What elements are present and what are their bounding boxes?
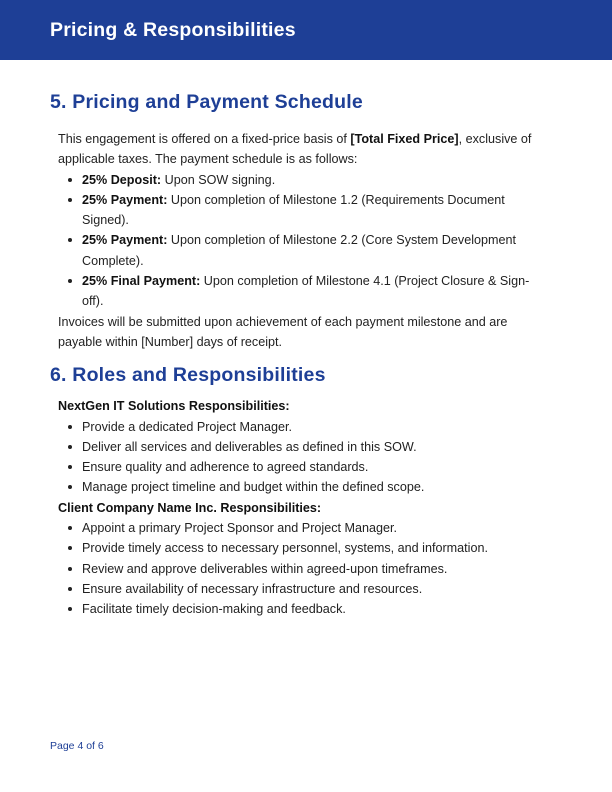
pricing-section (50, 89, 550, 352)
vendor-responsibilities-list (58, 417, 550, 498)
client-heading-text: Client Company Name Inc. Responsibilities: (58, 500, 322, 515)
roles-heading: 6. Roles and Responsibilities (50, 364, 326, 387)
vendor-heading-text: NextGen IT Solutions Responsibilities: (58, 399, 290, 414)
payment-text: Upon SOW signing. (161, 172, 276, 187)
page-number: Page 4 of 6 (50, 740, 104, 752)
list-item: Provide timely access to necessary personnel, systems, and information. (82, 538, 550, 558)
payment-label: 25% Payment: (82, 233, 168, 248)
payment-text: Upon completion of Milestone 1.2 (Requirements Document Signed). (82, 192, 505, 228)
header-bar (0, 0, 612, 60)
list-item: Deliver all services and deliverables as defined in this SOW. (82, 437, 550, 457)
total-fixed-price: [Total Fixed Price] (350, 132, 459, 146)
pricing-body (58, 129, 550, 352)
payment-item (82, 190, 550, 231)
pricing-heading: 5. Pricing and Payment Schedule (50, 91, 363, 113)
pricing-intro-pre: This engagement is offered on a fixed-price basis of (58, 132, 351, 146)
list-item: Review and approve deliverables within agreed-upon timeframes. (82, 559, 550, 579)
payment-label: 25% Deposit: (82, 172, 162, 187)
payment-item (82, 170, 550, 190)
payment-schedule-list (58, 170, 550, 312)
payment-label: 25% Payment: (82, 192, 168, 207)
list-item: Ensure quality and adherence to agreed standards. (82, 457, 550, 477)
header-title: Pricing & Responsibilities (50, 19, 296, 41)
list-item: Ensure availability of necessary infrastructure and resources. (82, 579, 550, 599)
payment-item (82, 230, 550, 271)
payment-label: 25% Final Payment: (82, 274, 201, 289)
client-responsibilities-heading (58, 498, 550, 518)
payment-text: Upon completion of Milestone 4.1 (Project Closure & Sign-off). (82, 274, 530, 309)
payment-text: Upon completion of Milestone 2.2 (Core System Development Complete). (82, 233, 516, 268)
list-item: Manage project timeline and budget within the defined scope. (82, 477, 550, 497)
pricing-intro-post: , exclusive of applicable taxes. The payment schedule is as follows: (58, 132, 532, 167)
payment-item (82, 271, 550, 312)
invoice-terms: Invoices will be submitted upon achievement of each payment milestone and are payable within [Number] days of receipt. (58, 314, 508, 349)
roles-section (50, 362, 550, 619)
list-item: Facilitate timely decision-making and feedback. (82, 599, 550, 619)
vendor-responsibilities-heading (58, 396, 550, 416)
list-item: Appoint a primary Project Sponsor and Project Manager. (82, 518, 550, 538)
document-content (50, 89, 550, 620)
client-responsibilities-list (58, 518, 550, 619)
pricing-intro (58, 129, 550, 170)
roles-body (58, 396, 550, 619)
list-item: Provide a dedicated Project Manager. (82, 417, 550, 437)
